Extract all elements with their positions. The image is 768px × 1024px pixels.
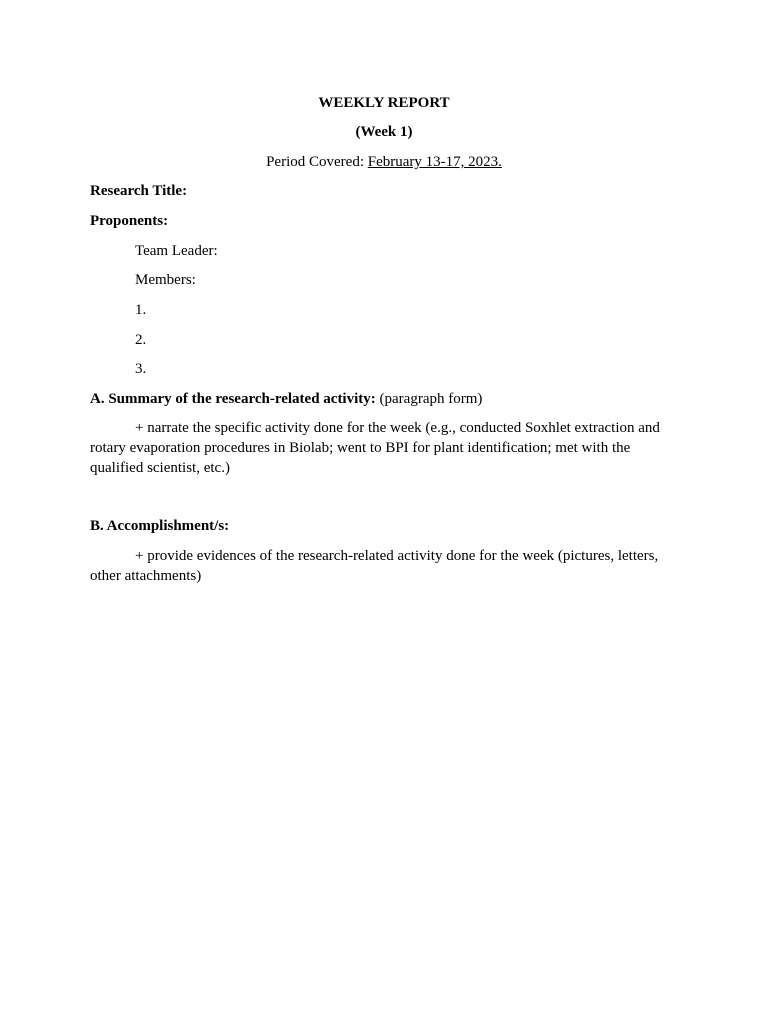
- section-b-heading: B. Accomplishment/s:: [90, 518, 230, 534]
- week-label: (Week 1): [355, 124, 413, 140]
- research-title-label: Research Title:: [90, 183, 188, 199]
- members-label: Members:: [135, 272, 196, 288]
- report-title: WEEKLY REPORT: [318, 95, 450, 111]
- team-leader-label: Team Leader:: [135, 243, 218, 259]
- section-a-heading-line: [90, 389, 482, 409]
- section-b-instruction: + provide evidences of the research-related activity done for the week (pictures, letters, other attachments): [90, 548, 659, 584]
- member-item-1: 1.: [135, 302, 147, 318]
- period-label: Period Covered:: [266, 154, 368, 170]
- period-covered: [0, 152, 768, 172]
- section-a-heading-note: (paragraph form): [375, 391, 483, 407]
- member-item-2: 2.: [135, 332, 147, 348]
- member-item-3: 3.: [135, 361, 147, 377]
- period-value: February 13-17, 2023.: [367, 154, 502, 170]
- proponents-label: Proponents:: [90, 213, 169, 229]
- section-a-instruction: + narrate the specific activity done for the week (e.g., conducted Soxhlet extraction and rotary evaporation procedures in Biolab; went to BPI for plant identification; met with the qualified scientist, etc.): [90, 420, 660, 476]
- section-a-heading: A. Summary of the research-related activity:: [90, 391, 376, 407]
